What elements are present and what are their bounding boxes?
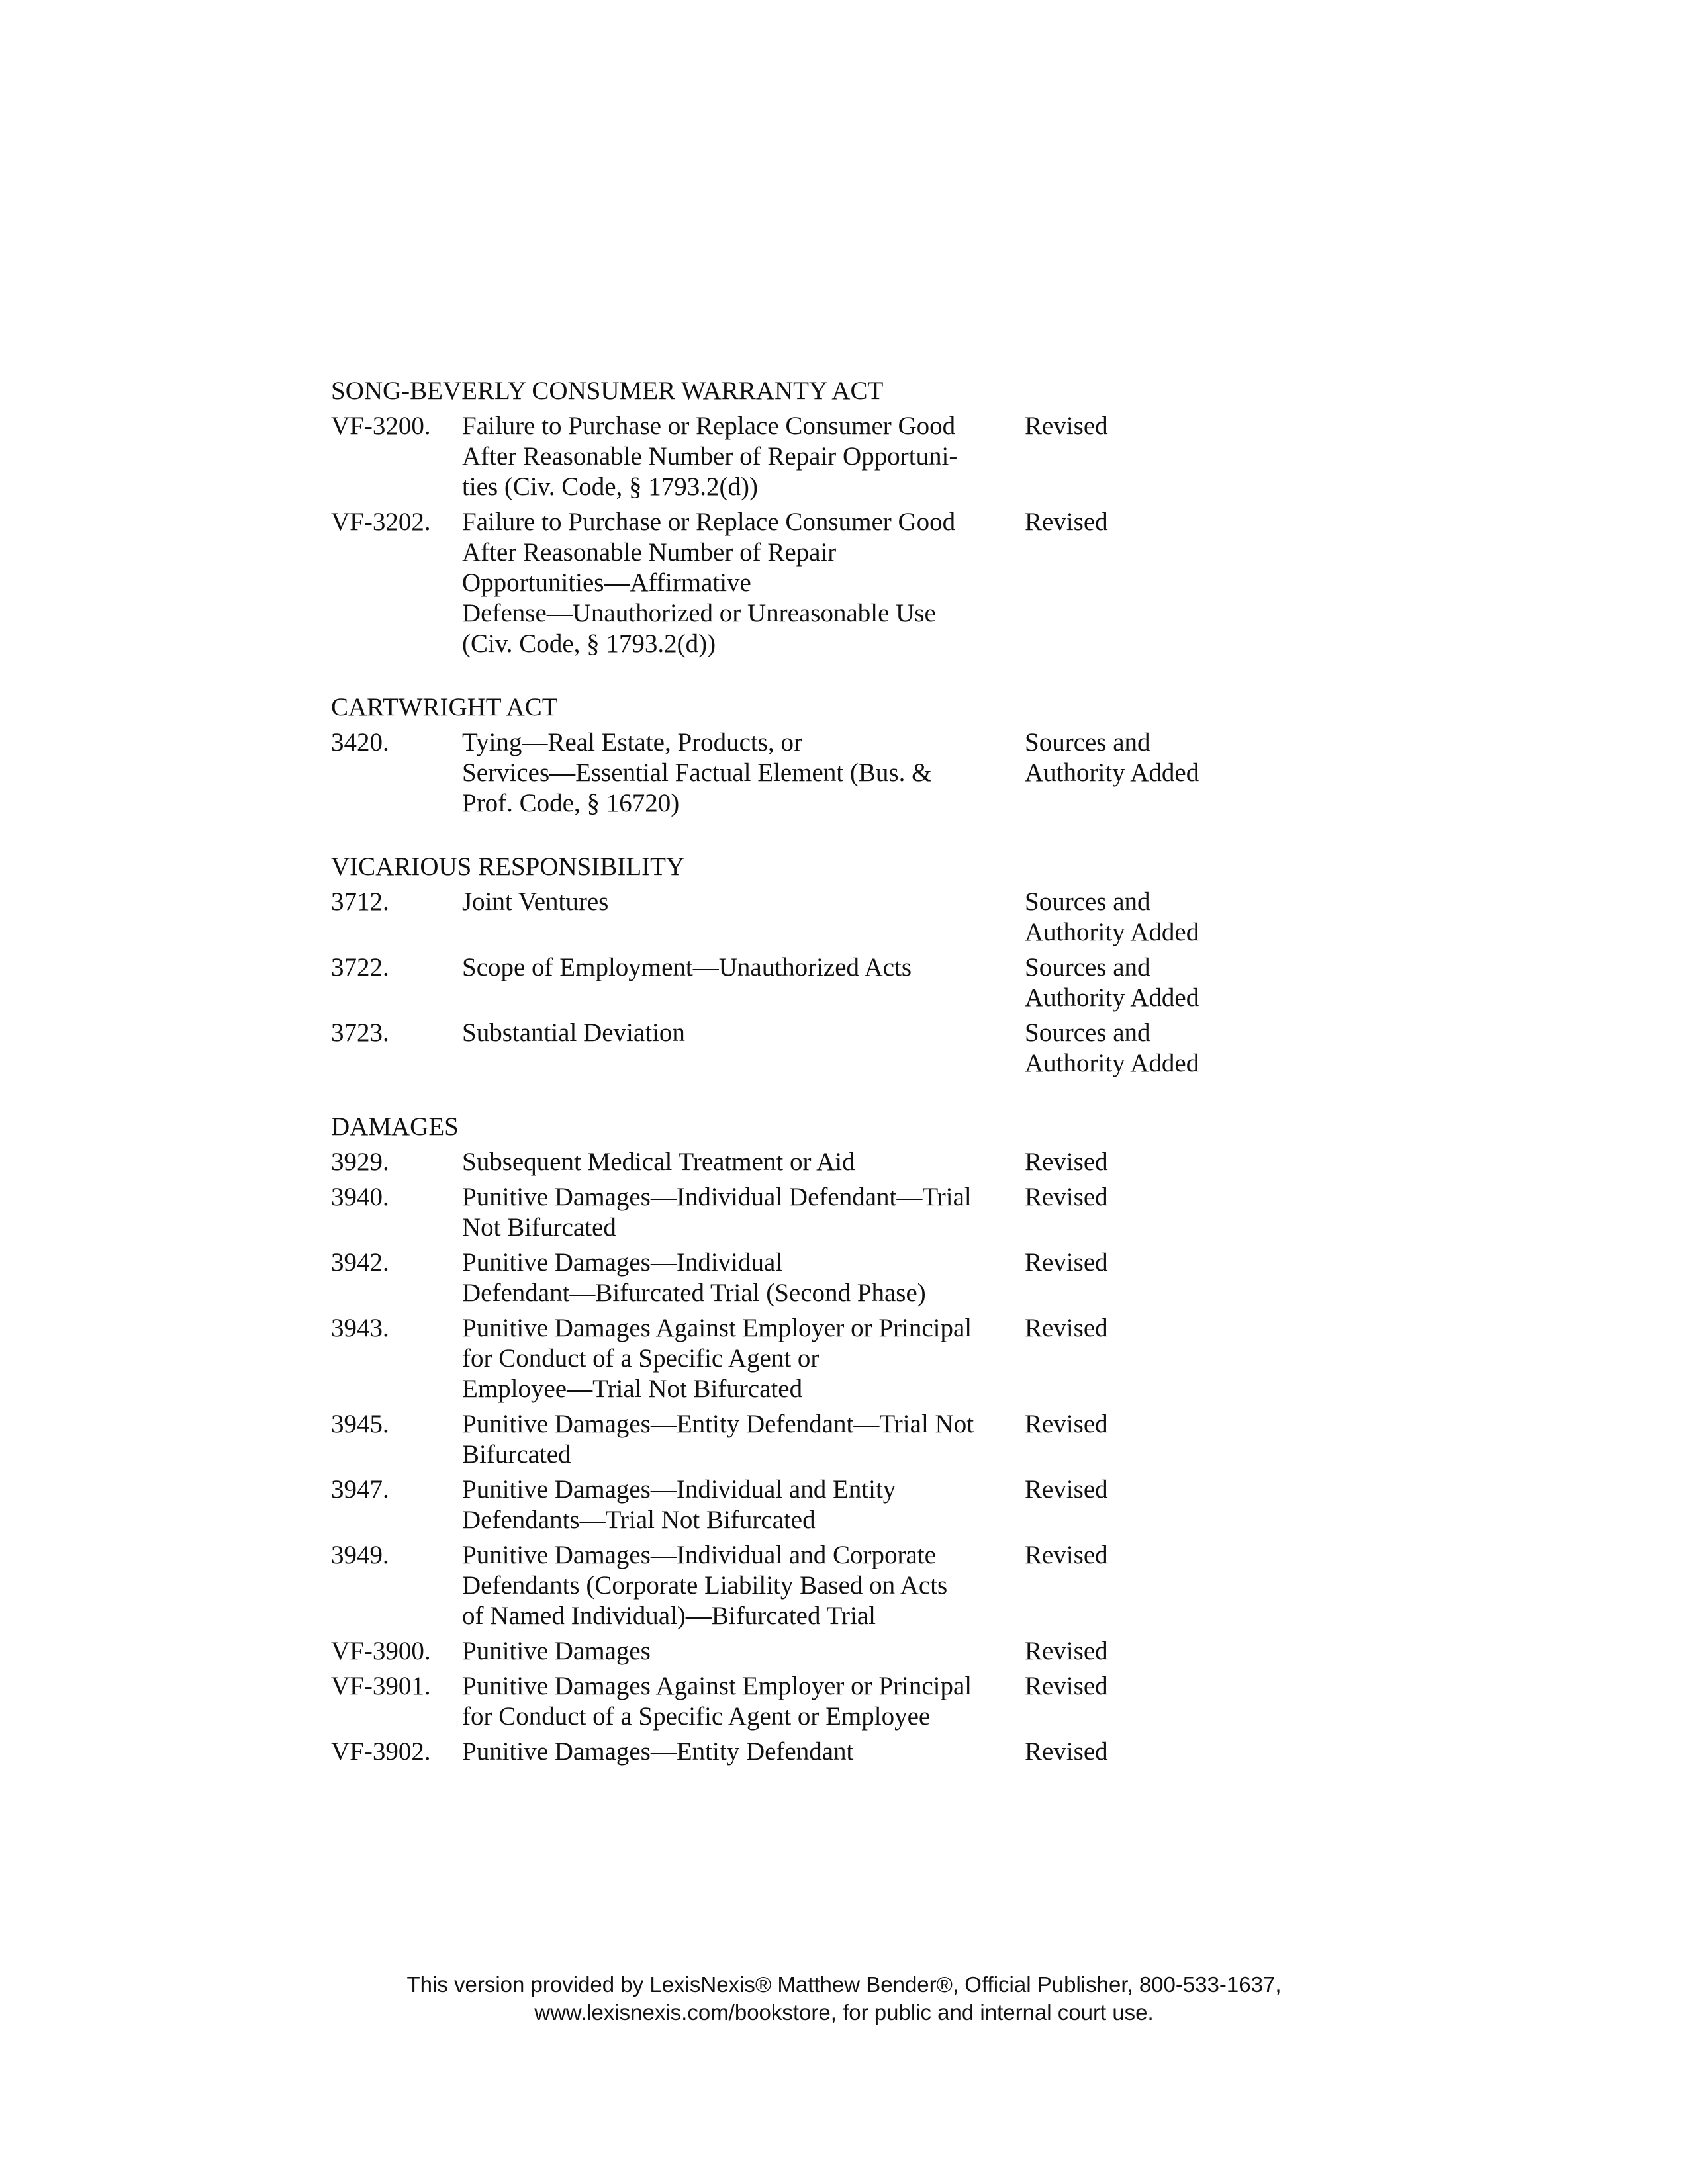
instruction-title-line: (Civ. Code, § 1793.2(d)) — [462, 629, 716, 658]
revision-status — [1025, 1540, 1270, 1570]
instruction-number: 3722. — [331, 953, 389, 981]
revision-status-line: Revised — [1025, 1248, 1108, 1277]
instruction-row — [331, 887, 1390, 948]
instruction-title-line: Defendants (Corporate Liability Based on Acts — [462, 1571, 948, 1600]
instruction-row — [331, 1147, 1390, 1177]
instruction-row — [331, 1248, 1390, 1308]
instruction-title-line: for Conduct of a Specific Agent or Employee — [462, 1702, 931, 1731]
instruction-title-line: Failure to Purchase or Replace Consumer Good — [462, 508, 956, 536]
revision-status — [1025, 727, 1270, 788]
revision-status — [1025, 952, 1270, 1013]
instruction-title-line: Punitive Damages—Individual and Entity — [462, 1475, 896, 1504]
instruction-title-line: ties (Civ. Code, § 1793.2(d)) — [462, 473, 758, 501]
revision-status-line: Revised — [1025, 1672, 1108, 1700]
revision-status — [1025, 1147, 1270, 1177]
revision-status-line: Sources and — [1025, 953, 1150, 981]
instruction-number: 3943. — [331, 1314, 389, 1342]
instruction-title-line: Joint Ventures — [462, 887, 609, 916]
revision-status-line: Sources and — [1025, 887, 1150, 916]
instruction-title — [462, 1313, 1025, 1404]
instruction-title-line: for Conduct of a Specific Agent or — [462, 1344, 820, 1373]
instruction-number: 3949. — [331, 1541, 389, 1569]
instruction-title-line: Punitive Damages Against Employer or Principal — [462, 1314, 972, 1342]
instruction-title-line: Defendants—Trial Not Bifurcated — [462, 1506, 816, 1534]
revision-status-line: Revised — [1025, 1637, 1108, 1665]
instruction-row — [331, 1636, 1390, 1666]
section-title: DAMAGES — [331, 1113, 459, 1141]
instruction-number: 3712. — [331, 887, 389, 916]
instruction-number: VF-3902. — [331, 1737, 431, 1766]
instruction-title — [462, 1018, 1025, 1048]
instruction-title-line: Employee—Trial Not Bifurcated — [462, 1375, 803, 1403]
instruction-number: VF-3901. — [331, 1672, 431, 1700]
instruction-title-line: Punitive Damages Against Employer or Principal — [462, 1672, 972, 1700]
revision-status-line: Revised — [1025, 1410, 1108, 1438]
revision-status — [1025, 507, 1270, 537]
revision-status — [1025, 1018, 1270, 1079]
instruction-row — [331, 1409, 1390, 1470]
section — [331, 692, 1390, 819]
revision-status-line: Revised — [1025, 1148, 1108, 1176]
instruction-row — [331, 1475, 1390, 1535]
instruction-title — [462, 1475, 1025, 1535]
instruction-row — [331, 1671, 1390, 1732]
instruction-title-line: Bifurcated — [462, 1440, 571, 1469]
revision-status-line: Revised — [1025, 1183, 1108, 1211]
footer-line-1: This version provided by LexisNexis® Matthew Bender®, Official Publisher, 800-533-1637, — [406, 1972, 1282, 1997]
revision-status — [1025, 1313, 1270, 1343]
revision-status — [1025, 1475, 1270, 1505]
section — [331, 852, 1390, 1079]
instruction-title — [462, 1636, 1025, 1666]
instruction-title-line: Punitive Damages—Individual Defendant—Trial — [462, 1183, 972, 1211]
instruction-title — [462, 1147, 1025, 1177]
instruction-table — [331, 376, 1390, 1800]
instruction-title-line: Substantial Deviation — [462, 1019, 685, 1047]
instruction-title-line: Punitive Damages—Individual — [462, 1248, 783, 1277]
instruction-title-line: of Named Individual)—Bifurcated Trial — [462, 1602, 876, 1630]
instruction-title-line: Defense—Unauthorized or Unreasonable Use — [462, 599, 936, 627]
revision-status-line: Authority Added — [1025, 1049, 1199, 1077]
instruction-title — [462, 1409, 1025, 1470]
instruction-number: VF-3900. — [331, 1637, 431, 1665]
instruction-title — [462, 1671, 1025, 1732]
instruction-title — [462, 1182, 1025, 1243]
revision-status-line: Authority Added — [1025, 758, 1199, 787]
instruction-row — [331, 1182, 1390, 1243]
revision-status-line: Revised — [1025, 1737, 1108, 1766]
revision-status-line: Sources and — [1025, 728, 1150, 756]
instruction-number: 3420. — [331, 728, 389, 756]
revision-status-line: Revised — [1025, 508, 1108, 536]
instruction-title — [462, 507, 1025, 659]
instruction-row — [331, 1737, 1390, 1767]
instruction-number: 3942. — [331, 1248, 389, 1277]
instruction-row — [331, 1313, 1390, 1404]
section — [331, 1112, 1390, 1767]
revision-status — [1025, 1671, 1270, 1702]
publisher-footer — [0, 1971, 1688, 2026]
instruction-title-line: Punitive Damages—Individual and Corporate — [462, 1541, 936, 1569]
instruction-title-line: Punitive Damages—Entity Defendant — [462, 1737, 854, 1766]
instruction-title — [462, 952, 1025, 983]
instruction-title-line: Failure to Purchase or Replace Consumer Good — [462, 412, 956, 440]
instruction-row — [331, 1018, 1390, 1079]
instruction-number: VF-3200. — [331, 412, 431, 440]
footer-line-2: www.lexisnexis.com/bookstore, for public and internal court use. — [534, 2000, 1154, 2025]
revision-status — [1025, 1737, 1270, 1767]
instruction-row — [331, 952, 1390, 1013]
instruction-number: 3723. — [331, 1019, 389, 1047]
instruction-title — [462, 1737, 1025, 1767]
instruction-title-line: Scope of Employment—Unauthorized Acts — [462, 953, 912, 981]
revision-status-line: Revised — [1025, 412, 1108, 440]
revision-status — [1025, 411, 1270, 441]
revision-status — [1025, 887, 1270, 948]
instruction-title-line: Prof. Code, § 16720) — [462, 789, 680, 817]
instruction-title-line: Defendant—Bifurcated Trial (Second Phase) — [462, 1279, 926, 1307]
instruction-title — [462, 1540, 1025, 1631]
instruction-title-line: Punitive Damages—Entity Defendant—Trial Not — [462, 1410, 974, 1438]
section-title: SONG-BEVERLY CONSUMER WARRANTY ACT — [331, 377, 884, 405]
revision-status — [1025, 1182, 1270, 1212]
instruction-number: VF-3202. — [331, 508, 431, 536]
instruction-title — [462, 727, 1025, 819]
instruction-title-line: Not Bifurcated — [462, 1213, 616, 1242]
instruction-row — [331, 727, 1390, 819]
instruction-number: 3929. — [331, 1148, 389, 1176]
revision-status-line: Revised — [1025, 1541, 1108, 1569]
section-title: VICARIOUS RESPONSIBILITY — [331, 852, 685, 881]
instruction-number: 3947. — [331, 1475, 389, 1504]
revision-status-line: Authority Added — [1025, 918, 1199, 946]
instruction-title-line: Tying—Real Estate, Products, or — [462, 728, 802, 756]
instruction-title-line: Services—Essential Factual Element (Bus. & — [462, 758, 932, 787]
revision-status-line: Authority Added — [1025, 983, 1199, 1012]
revision-status-line: Revised — [1025, 1314, 1108, 1342]
instruction-row — [331, 411, 1390, 502]
instruction-title-line: After Reasonable Number of Repair Opportuni- — [462, 442, 958, 471]
instruction-row — [331, 1540, 1390, 1631]
instruction-title — [462, 887, 1025, 917]
instruction-title-line: Subsequent Medical Treatment or Aid — [462, 1148, 855, 1176]
revision-status — [1025, 1636, 1270, 1666]
instruction-title — [462, 411, 1025, 502]
section-title: CARTWRIGHT ACT — [331, 693, 558, 721]
instruction-title-line: Punitive Damages — [462, 1637, 651, 1665]
instruction-number: 3940. — [331, 1183, 389, 1211]
instruction-number: 3945. — [331, 1410, 389, 1438]
revision-status — [1025, 1409, 1270, 1439]
instruction-row — [331, 507, 1390, 659]
instruction-title-line: After Reasonable Number of Repair — [462, 538, 837, 567]
instruction-title-line: Opportunities—Affirmative — [462, 569, 751, 597]
instruction-title — [462, 1248, 1025, 1308]
revision-status — [1025, 1248, 1270, 1278]
revision-status-line: Sources and — [1025, 1019, 1150, 1047]
section — [331, 376, 1390, 659]
revision-status-line: Revised — [1025, 1475, 1108, 1504]
